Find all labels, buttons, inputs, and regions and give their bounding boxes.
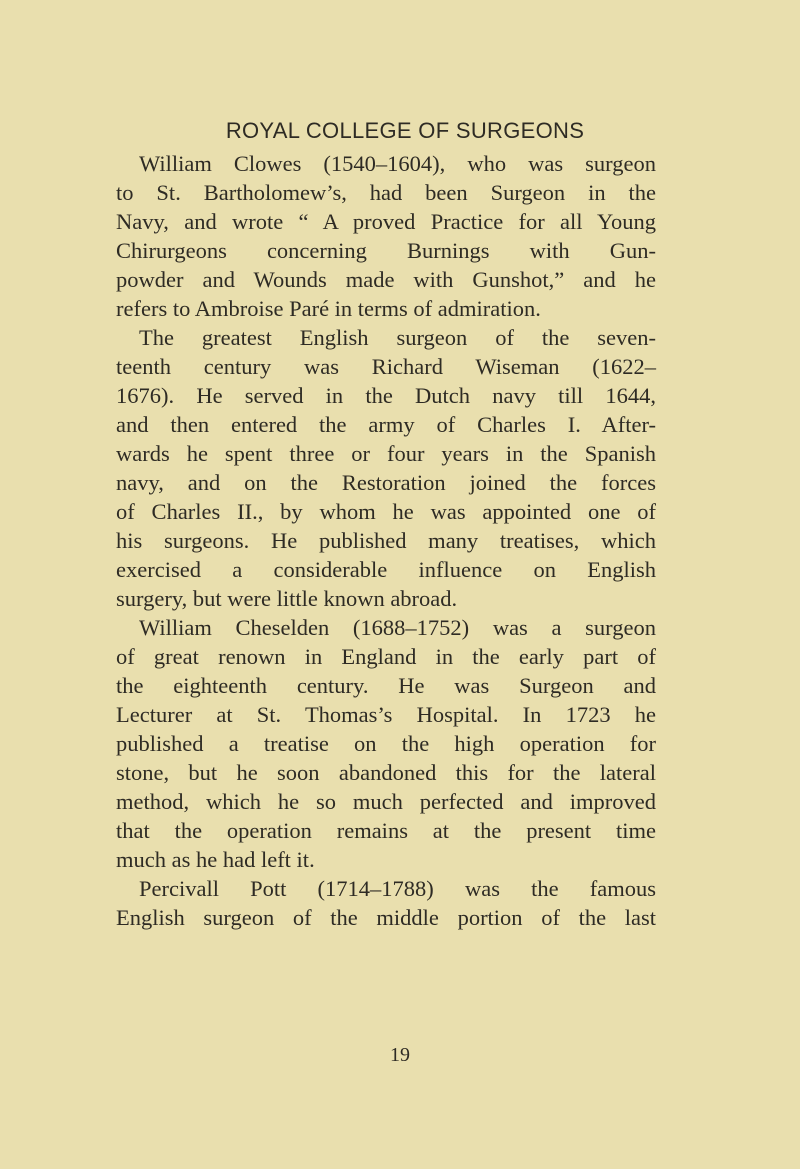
text-line: wards he spent three or four years in the Spanish xyxy=(116,441,656,466)
text-line: exercised a considerable influence on English xyxy=(116,557,656,582)
text-line: of great renown in England in the early part of xyxy=(116,644,656,669)
text-line: his surgeons. He published many treatises, which xyxy=(116,528,656,553)
text-line: William Cheselden (1688–1752) was a surgeon xyxy=(139,615,656,640)
text-line: and then entered the army of Charles I. After- xyxy=(116,412,656,437)
text-line: powder and Wounds made with Gunshot,” and he xyxy=(116,267,656,292)
text-line: The greatest English surgeon of the seven- xyxy=(139,325,656,350)
text-line: refers to Ambroise Paré in terms of admiration. xyxy=(116,296,541,321)
text-line: stone, but he soon abandoned this for the lateral xyxy=(116,760,656,785)
text-line: 1676). He served in the Dutch navy till 1644, xyxy=(116,383,656,408)
text-line: William Clowes (1540–1604), who was surgeon xyxy=(139,151,656,176)
text-line: Percivall Pott (1714–1788) was the famous xyxy=(139,876,656,901)
text-line: the eighteenth century. He was Surgeon and xyxy=(116,673,656,698)
text-line: published a treatise on the high operation for xyxy=(116,731,656,756)
text-line: that the operation remains at the present time xyxy=(116,818,656,843)
text-line: to St. Bartholomew’s, had been Surgeon in the xyxy=(116,180,656,205)
page-number: 19 xyxy=(390,1044,410,1066)
text-line: Navy, and wrote “ A proved Practice for all Young xyxy=(116,209,656,234)
text-line: surgery, but were little known abroad. xyxy=(116,586,458,611)
text-line: method, which he so much perfected and improved xyxy=(116,789,656,814)
text-line: of Charles II., by whom he was appointed one of xyxy=(116,499,656,524)
text-line: teenth century was Richard Wiseman (1622– xyxy=(116,354,656,379)
running-head: ROYAL COLLEGE OF SURGEONS xyxy=(225,118,585,143)
text-line: Lecturer at St. Thomas’s Hospital. In 1723 he xyxy=(116,702,656,727)
text-line: much as he had left it. xyxy=(116,847,315,872)
body-text xyxy=(116,149,656,932)
text-line: English surgeon of the middle portion of the last xyxy=(116,905,656,930)
text-line: navy, and on the Restoration joined the forces xyxy=(116,470,656,495)
text-line: Chirurgeons concerning Burnings with Gun- xyxy=(116,238,656,263)
